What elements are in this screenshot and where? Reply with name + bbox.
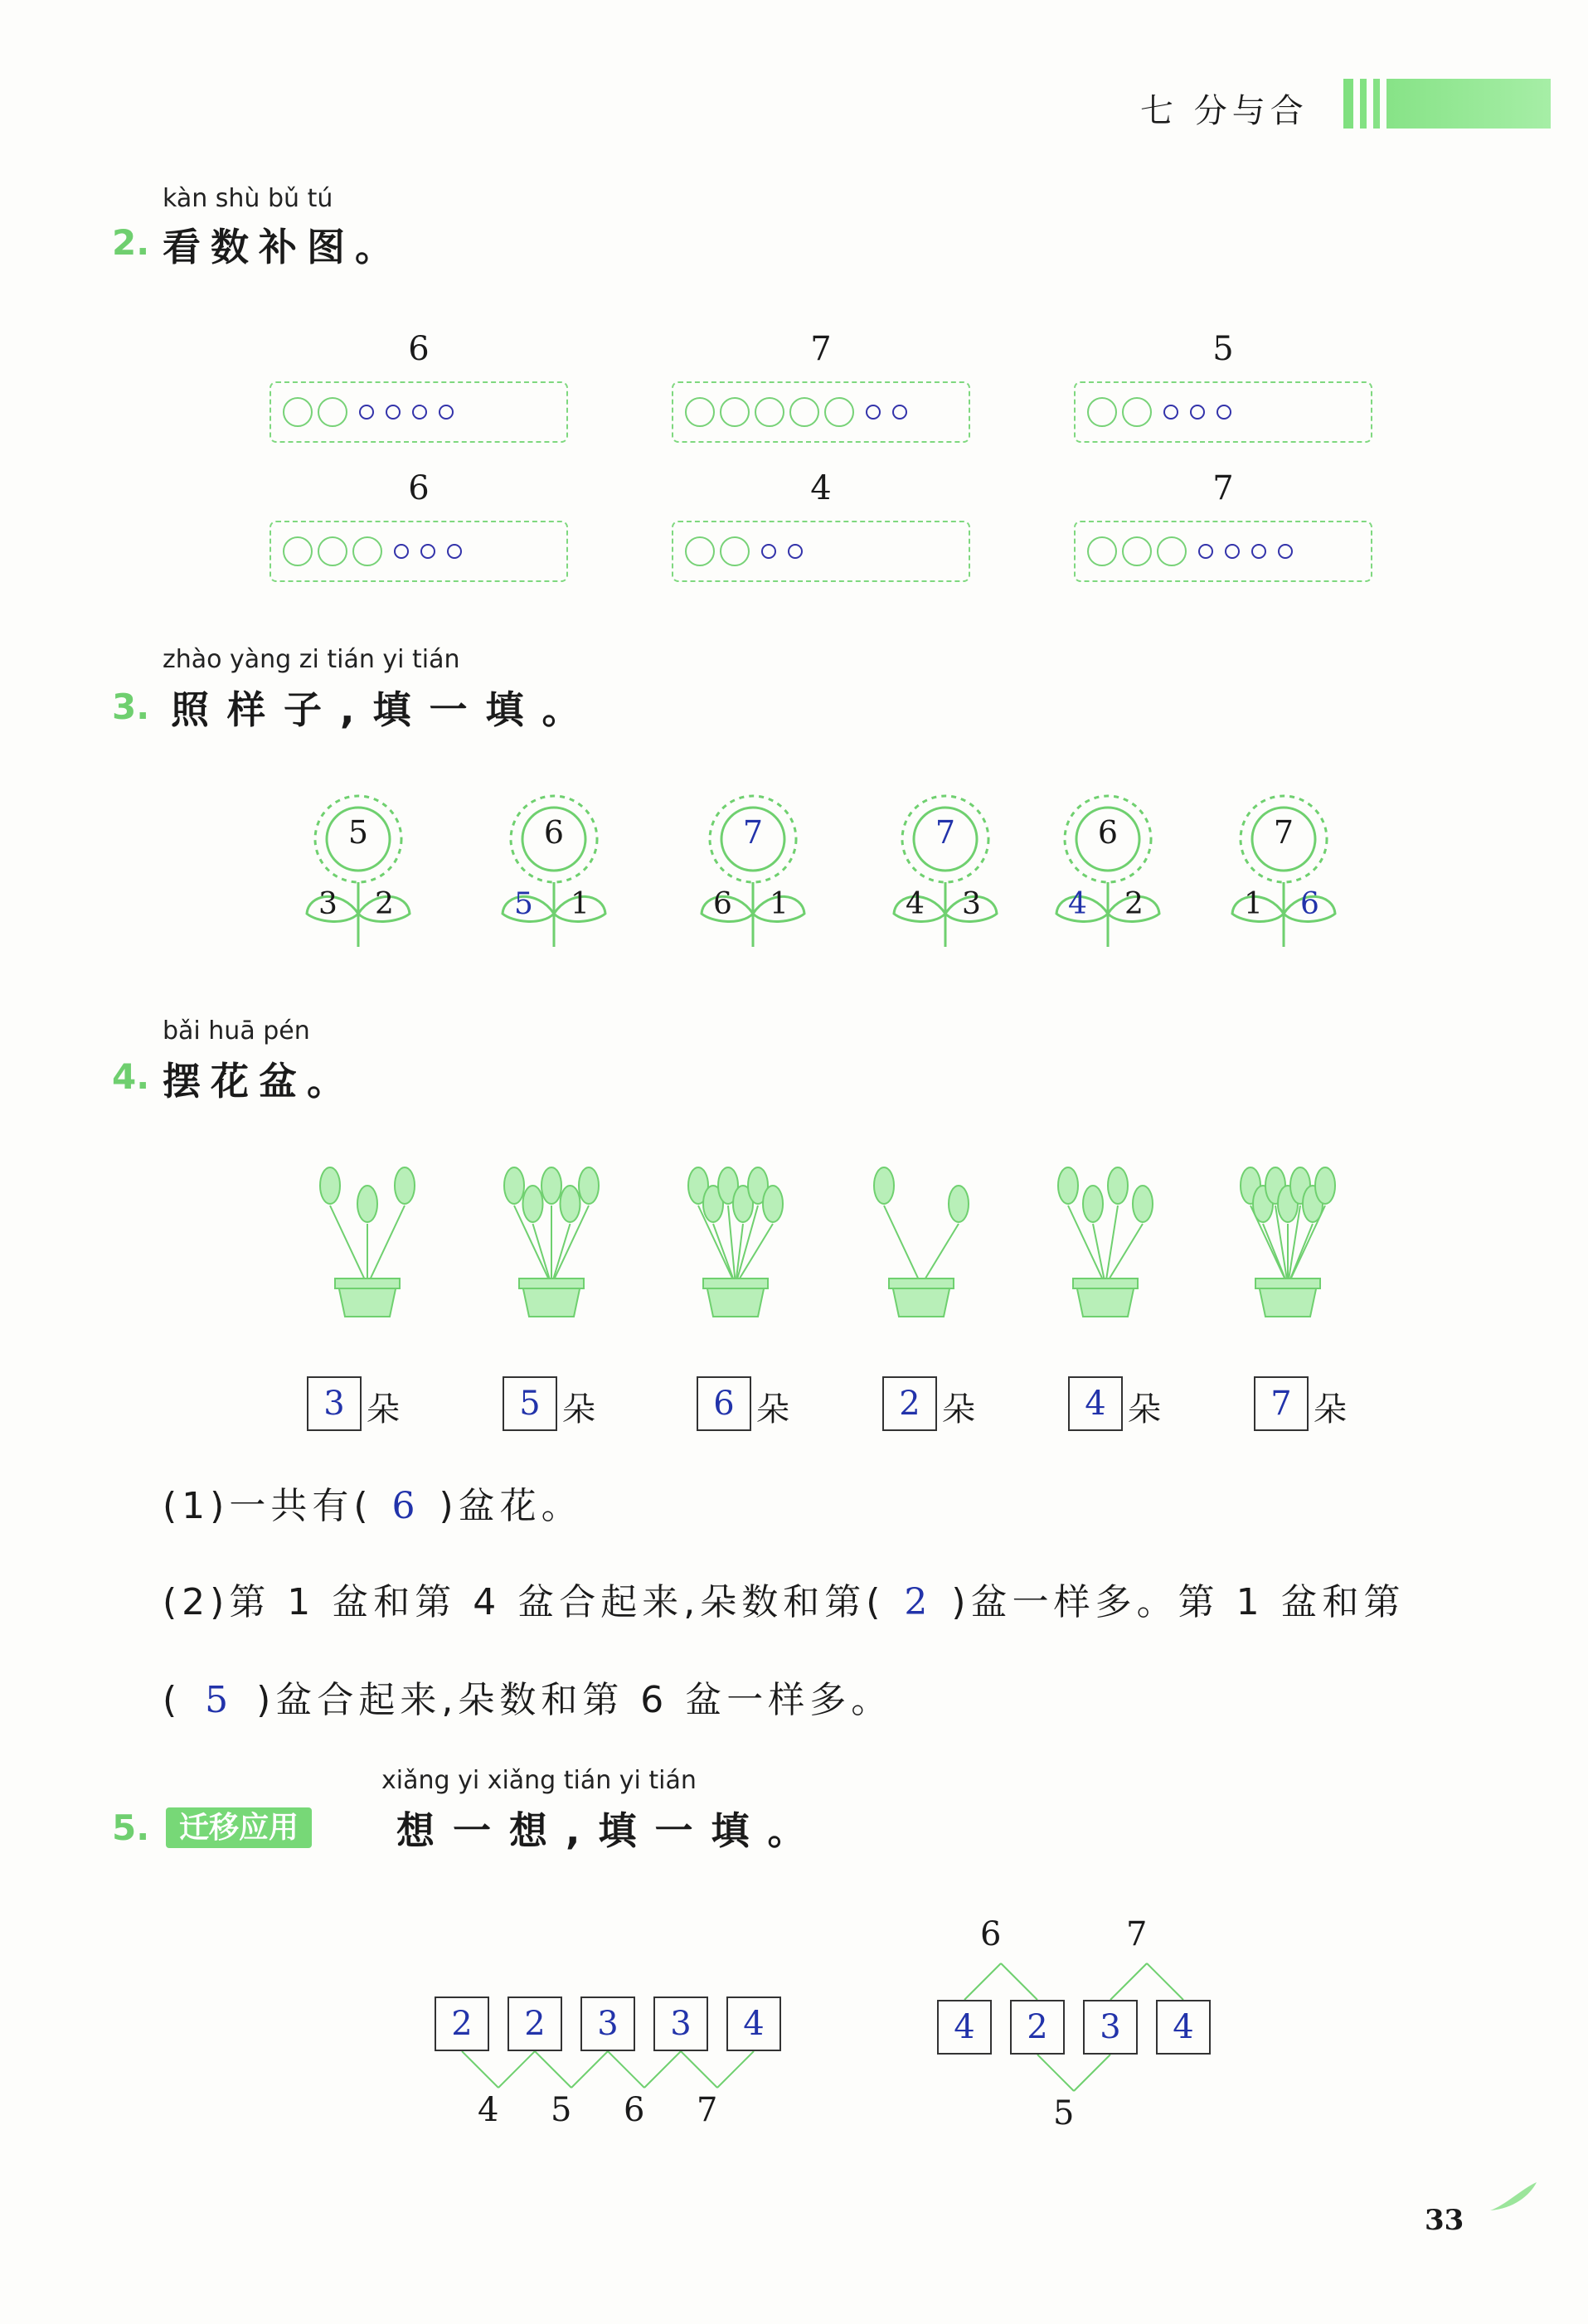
count-answer-box[interactable]: 3 [307,1376,362,1431]
flower-right-number: 3 [962,887,981,921]
circle-group-box [1074,521,1372,582]
q5-title: 想一想,填一填。 [396,1808,824,1853]
small-circle-drawn[interactable] [447,544,462,559]
small-circle-drawn[interactable] [1198,544,1213,559]
small-circle-drawn[interactable] [1216,405,1231,420]
flower-pot [305,1161,430,1318]
q4-part1-answer[interactable]: 6 [391,1485,420,1527]
flower-left-number[interactable]: 4 [1068,887,1087,921]
small-circle-drawn[interactable] [359,405,374,420]
unit-label: 朵 [756,1390,789,1429]
large-circle [685,536,715,566]
large-circle [789,397,819,427]
page-number: 33 [1425,2204,1464,2237]
large-circle [720,397,750,427]
q4-title: 摆花盆。 [163,1059,355,1104]
flower-top-number: 6 [543,814,565,851]
q3-title: 照样子,填一填。 [171,687,599,732]
group-number: 6 [408,469,430,507]
q4-part1-text-a: (1)一共有( [163,1485,373,1527]
flower-right-number: 2 [375,887,394,921]
flower-right-number: 1 [770,887,789,921]
small-circle-drawn[interactable] [1163,405,1178,420]
q4-part2 [163,1572,1406,1625]
count-answer-box[interactable]: 6 [697,1376,751,1431]
large-circle [1087,397,1117,427]
large-circle [1157,536,1187,566]
sequence-box[interactable]: 2 [1010,2000,1065,2055]
large-circle [755,397,784,427]
flower-left-number: 4 [906,887,925,921]
count-answer-box[interactable]: 2 [882,1376,937,1431]
sequence-box[interactable]: 3 [1083,2000,1138,2055]
sunflower [1226,789,1342,947]
flower-pot [1043,1161,1168,1318]
flower-right-number: 1 [571,887,590,921]
large-circle [1087,536,1117,566]
unit-label: 朵 [562,1390,595,1429]
large-circle [318,397,347,427]
q5-badge [166,1804,312,1846]
q4-part1 [163,1476,583,1529]
pair-sum-top: 7 [1126,1915,1148,1953]
small-circle-drawn[interactable] [1251,544,1266,559]
sunflower [496,789,612,947]
q4-part2-answer[interactable]: 2 [904,1581,933,1623]
count-answer-box[interactable]: 7 [1254,1376,1309,1431]
sunflower [1050,789,1166,947]
q5-number: 5. [112,1807,150,1848]
flower-left-number: 6 [713,887,732,921]
sunflower [887,789,1003,947]
small-circle-drawn[interactable] [761,544,776,559]
flower-top-number[interactable]: 7 [742,814,764,851]
flower-pot [859,1161,983,1318]
flower-right-number: 2 [1124,887,1144,921]
small-circle-drawn[interactable] [439,405,454,420]
sequence-box[interactable]: 3 [653,1997,708,2051]
q4-part1-text-b: )盆花。 [439,1485,583,1527]
pair-sum-bottom: 5 [1053,2094,1075,2132]
flower-top-number: 7 [1273,814,1294,851]
large-circle [720,536,750,566]
small-circle-drawn[interactable] [892,405,907,420]
sequence-box[interactable]: 4 [1156,2000,1211,2055]
flower-left-number[interactable]: 5 [514,887,533,921]
flower-top-number: 5 [347,814,369,851]
large-circle [283,536,313,566]
large-circle [318,536,347,566]
pair-sum: 6 [624,2091,645,2129]
q3-number: 3. [112,687,150,727]
small-circle-drawn[interactable] [1225,544,1240,559]
q4-part3 [163,1670,892,1723]
large-circle [824,397,854,427]
q2-number: 2. [112,222,150,263]
q4-part3-text-b: )盆合起来,朵数和第 6 盆一样多。 [256,1679,893,1721]
small-circle-drawn[interactable] [386,405,401,420]
sunflower [300,789,416,947]
q4-part3-answer[interactable]: 5 [205,1679,234,1721]
flower-right-number[interactable]: 6 [1300,887,1319,921]
sequence-box[interactable]: 2 [507,1997,562,2051]
small-circle-drawn[interactable] [866,405,881,420]
large-circle [1122,397,1152,427]
pair-sum: 7 [697,2091,718,2129]
q3-pinyin: zhào yàng zi tián yi tián [163,645,460,674]
small-circle-drawn[interactable] [1190,405,1205,420]
pair-sum: 5 [551,2091,572,2129]
large-circle [283,397,313,427]
q4-part2-text-a: (2)第 1 盆和第 4 盆合起来,朵数和第( [163,1581,886,1623]
q4-pinyin: bǎi huā pén [163,1016,310,1046]
chapter-title: 七 分与合 [1140,92,1309,130]
flower-left-number: 3 [318,887,338,921]
flower-top-number: 6 [1097,814,1119,851]
large-circle [352,536,382,566]
small-circle-drawn[interactable] [394,544,409,559]
leaf-icon [1488,2181,1538,2217]
q5-pinyin: xiǎng yi xiǎng tián yi tián [381,1766,697,1795]
circle-group-box [1074,381,1372,443]
group-number: 5 [1212,330,1234,368]
large-circle [685,397,715,427]
flower-pot [1226,1161,1350,1318]
q5-badge-label: 迁移应用 [166,1807,312,1848]
count-answer-box[interactable]: 5 [503,1376,557,1431]
large-circle [1122,536,1152,566]
flower-pot [673,1161,798,1318]
unit-label: 朵 [1128,1390,1161,1429]
count-answer-box[interactable]: 4 [1068,1376,1123,1431]
group-number: 6 [408,330,430,368]
group-number: 7 [810,330,832,368]
q2-title: 看数补图。 [163,225,403,269]
circle-group-box [672,381,970,443]
sequence-box[interactable]: 4 [726,1997,781,2051]
circle-group-box [672,521,970,582]
q4-part2-text-b: )盆一样多。第 1 盆和第 [951,1581,1406,1623]
unit-label: 朵 [1314,1390,1347,1429]
small-circle-drawn[interactable] [420,544,435,559]
small-circle-drawn[interactable] [788,544,803,559]
circle-group-box [270,381,568,443]
flower-pot [489,1161,614,1318]
small-circle-drawn[interactable] [412,405,427,420]
q2-pinyin: kàn shù bǔ tú [163,184,333,213]
sequence-box[interactable]: 3 [580,1997,635,2051]
circle-group-box [270,521,568,582]
q4-number: 4. [112,1056,150,1097]
unit-label: 朵 [367,1390,400,1429]
sequence-box[interactable]: 4 [937,2000,992,2055]
pair-sum-top: 6 [980,1915,1002,1953]
flower-left-number: 1 [1244,887,1263,921]
sunflower [695,789,811,947]
unit-label: 朵 [942,1390,975,1429]
pair-sum: 4 [478,2091,499,2129]
small-circle-drawn[interactable] [1278,544,1293,559]
group-number: 4 [810,469,832,507]
sequence-box[interactable]: 2 [435,1997,489,2051]
chapter-banner [1343,79,1551,129]
q4-part3-text-a: ( [163,1679,182,1721]
group-number: 7 [1212,469,1234,507]
flower-top-number[interactable]: 7 [935,814,956,851]
